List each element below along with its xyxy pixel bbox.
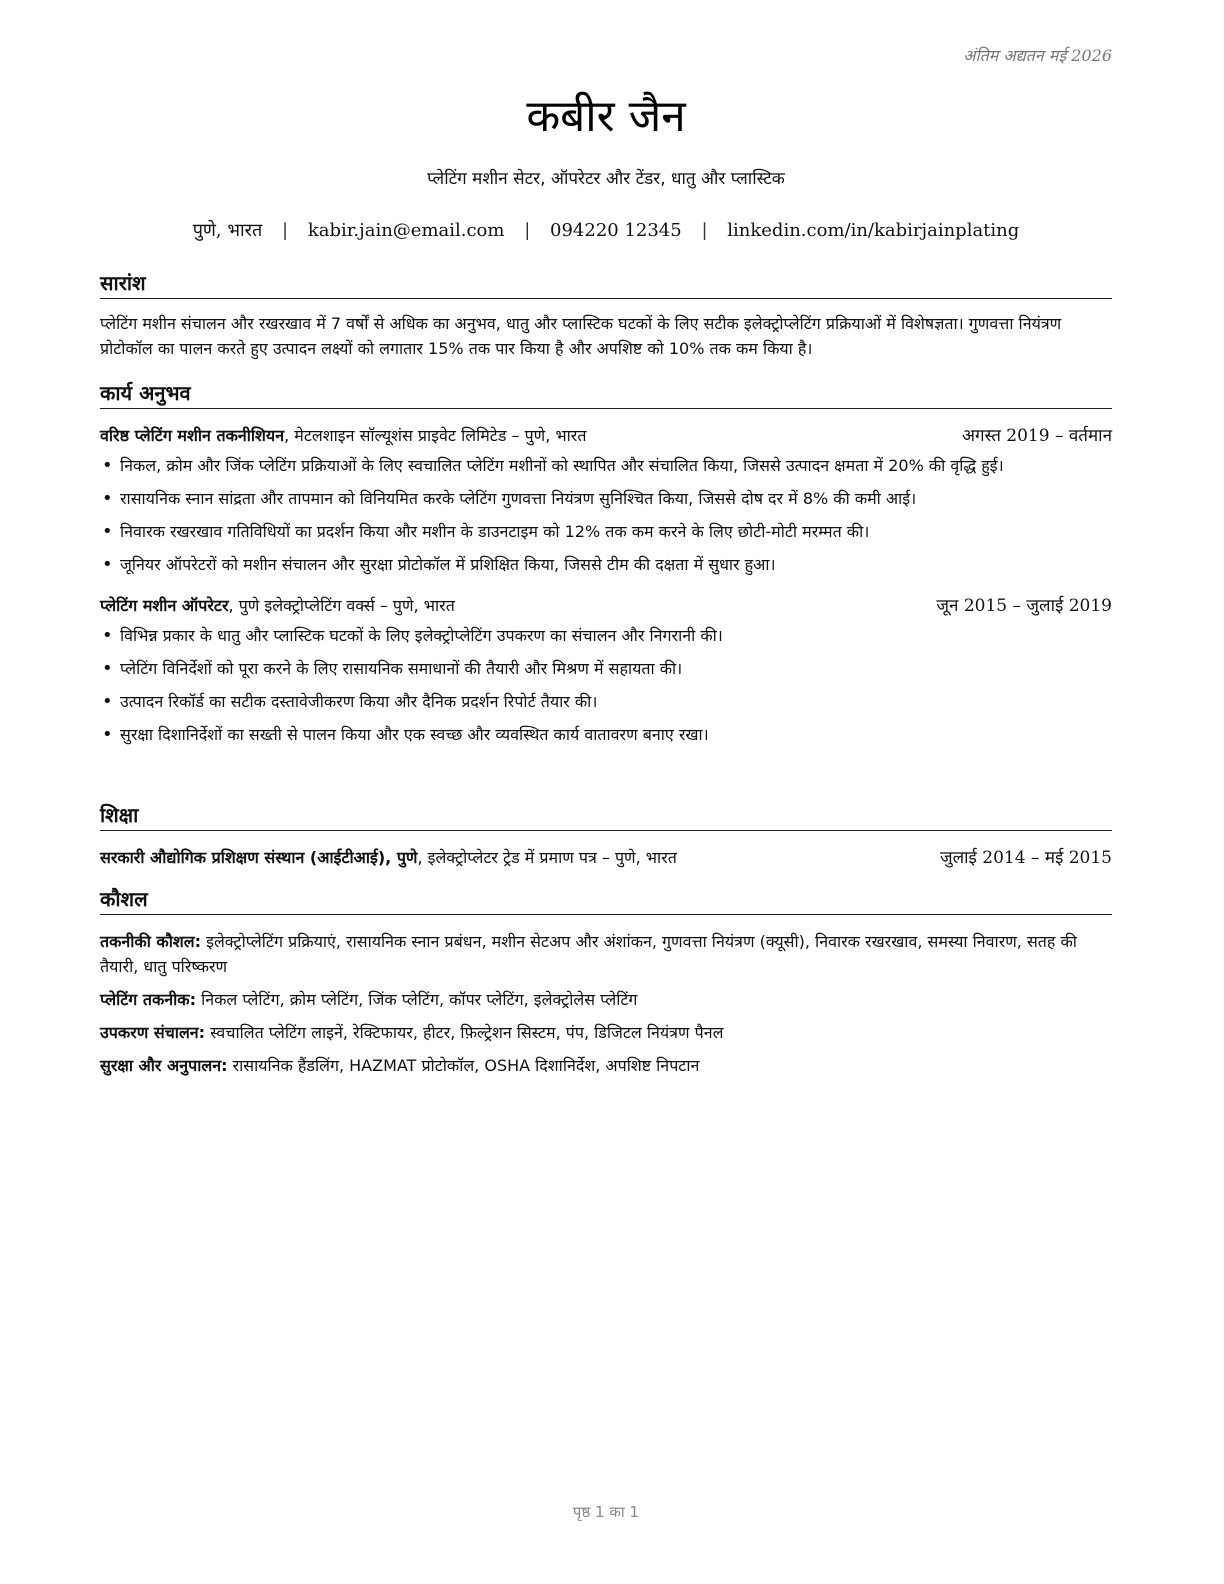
education-detail: , इलेक्ट्रोप्लेटर ट्रेड में प्रमाण पत्र – पुणे, भारत (417, 848, 677, 867)
job-entry (100, 423, 1112, 577)
education-entry (100, 845, 1112, 871)
candidate-title: प्लेटिंग मशीन सेटर, ऑपरेटर और टेंडर, धातु और प्लास्टिक (427, 169, 785, 189)
skill-value: इलेक्ट्रोप्लेटिंग प्रक्रियाएं, रासायनिक स्नान प्रबंधन, मशीन सेटअप और अंशांकन, गुणवत्ता नियंत्रण (क्यूसी), निवारक रखरखाव, समस्या निवारण, सतह की तैयारी, धातु परिष्करण (100, 932, 1077, 976)
list-item: • निवारक रखरखाव गतिविधियों का प्रदर्शन किया और मशीन के डाउनटाइम को 12% तक कम करने के लिए छोटी-मोटी मरम्मत की। (100, 519, 1112, 544)
summary-text: प्लेटिंग मशीन संचालन और रखरखाव में 7 वर्षों से अधिक का अनुभव, धातु और प्लास्टिक घटकों के लिए सटीक इलेक्ट्रोप्लेटिंग प्रक्रियाओं में विशेषज्ञता। गुणवत्ता नियंत्रण प्रोटोकॉल का पालन करते हुए उत्पादन लक्ष्यों को लगातार 15% तक पार किया है और अपशिष्ट को 10% तक कम किया है। (100, 314, 1062, 358)
list-item: • सुरक्षा दिशानिर्देशों का सख्ती से पालन किया और एक स्वच्छ और व्यवस्थित कार्य वातावरण बनाए रखा। (100, 722, 1112, 747)
job-bullets (100, 623, 1112, 747)
contact-separator: | (524, 220, 531, 241)
list-item: • जूनियर ऑपरेटरों को मशीन संचालन और सुरक्षा प्रोटोकॉल में प्रशिक्षित किया, जिससे टीम की दक्षता में सुधार हुआ। (100, 552, 1112, 577)
skill-row (100, 987, 1112, 1012)
job-title-line (100, 423, 586, 449)
list-item: • उत्पादन रिकॉर्ड का सटीक दस्तावेजीकरण किया और दैनिक प्रदर्शन रिपोर्ट तैयार की। (100, 689, 1112, 714)
list-item: • विभिन्न प्रकार के धातु और प्लास्टिक घटकों के लिए इलेक्ट्रोप्लेटिंग उपकरण का संचालन और निगरानी की। (100, 623, 1112, 648)
job-company: , पुणे इलेक्ट्रोप्लेटिंग वर्क्स – पुणे, भारत (228, 596, 455, 615)
skill-label: उपकरण संचालन: (100, 1023, 206, 1042)
skill-label: तकनीकी कौशल: (100, 932, 201, 951)
education-institution: सरकारी औद्योगिक प्रशिक्षण संस्थान (आईटीआई), पुणे (100, 848, 418, 867)
skill-value: निकल प्लेटिंग, क्रोम प्लेटिंग, जिंक प्लेटिंग, कॉपर प्लेटिंग, इलेक्ट्रोलेस प्लेटिंग (195, 990, 638, 1009)
job-company: , मेटलशाइन सॉल्यूशंस प्राइवेट लिमिटेड – पुणे, भारत (284, 426, 587, 445)
last-updated: अंतिम अद्यतन मई 2026 (963, 46, 1112, 65)
contact-linkedin[interactable]: linkedin.com/in/kabirjainplating (727, 220, 1020, 241)
education-section (100, 802, 1112, 871)
summary-heading: सारांश (100, 270, 1112, 299)
page-number: पृष्ठ 1 का 1 (572, 1503, 640, 1521)
skills-list (100, 929, 1112, 1078)
skill-label: सुरक्षा और अनुपालन: (100, 1056, 228, 1075)
contact-phone: 094220 12345 (550, 220, 682, 241)
list-item: • रासायनिक स्नान सांद्रता और तापमान को विनियमित करके प्लेटिंग गुणवत्ता नियंत्रण सुनिश्चित किया, जिससे दोष दर में 8% की कमी आई। (100, 486, 1112, 511)
skills-section (100, 886, 1112, 1086)
resume-page (100, 0, 1112, 1584)
candidate-name: कबीर जैन (526, 91, 686, 142)
list-item: • निकल, क्रोम और जिंक प्लेटिंग प्रक्रियाओं के लिए स्वचालित प्लेटिंग मशीनों को स्थापित और संचालित किया, जिससे उत्पादन क्षमता में 20% की वृद्धि हुई। (100, 453, 1112, 478)
list-item: • प्लेटिंग विनिर्देशों को पूरा करने के लिए रासायनिक समाधानों की तैयारी और मिश्रण में सहायता की। (100, 656, 1112, 681)
job-dates: जून 2015 – जुलाई 2019 (936, 596, 1112, 616)
skill-value: स्वचालित प्लेटिंग लाइनें, रेक्टिफायर, हीटर, फ़िल्ट्रेशन सिस्टम, पंप, डिजिटल नियंत्रण पैनल (205, 1023, 724, 1042)
education-line (100, 845, 677, 871)
summary-section (100, 270, 1112, 361)
contact-email[interactable]: kabir.jain@email.com (307, 220, 505, 241)
job-dates: अगस्त 2019 – वर्तमान (962, 426, 1112, 446)
contact-separator: | (282, 220, 289, 241)
job-bullets (100, 453, 1112, 577)
job-role: प्लेटिंग मशीन ऑपरेटर (100, 596, 229, 615)
skill-row (100, 1020, 1112, 1045)
job-title-line (100, 593, 455, 619)
experience-heading: कार्य अनुभव (100, 380, 1112, 409)
contact-line (100, 218, 1112, 242)
skill-row (100, 929, 1112, 979)
skill-label: प्लेटिंग तकनीक: (100, 990, 196, 1009)
experience-section (100, 380, 1112, 755)
education-heading: शिक्षा (100, 802, 1112, 831)
contact-separator: | (701, 220, 708, 241)
contact-location: पुणे, भारत (192, 220, 263, 241)
job-header (100, 423, 1112, 449)
education-dates: जुलाई 2014 – मई 2015 (939, 848, 1112, 868)
job-entry (100, 593, 1112, 747)
job-role: वरिष्ठ प्लेटिंग मशीन तकनीशियन (100, 426, 285, 445)
skill-row (100, 1053, 1112, 1078)
skills-heading: कौशल (100, 886, 1112, 915)
skill-value: रासायनिक हैंडलिंग, HAZMAT प्रोटोकॉल, OSHA दिशानिर्देश, अपशिष्ट निपटान (227, 1056, 700, 1075)
job-header (100, 593, 1112, 619)
